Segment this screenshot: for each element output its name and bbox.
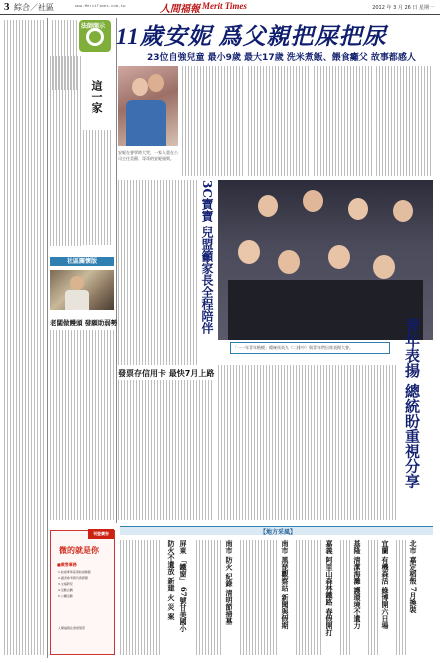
youth-story-title: 青年表揚 總統盼重視分享 [403,318,421,489]
local-story-text [340,540,350,655]
baker-story-text [50,330,114,520]
column-rule [116,18,117,523]
left-essay-text [83,130,113,245]
children-story-title: 3C寶寶 兒盟籲家長全程陪伴 [200,180,214,335]
main-story-text [248,66,310,176]
local-story-text [196,540,222,655]
local-story-text [396,540,406,655]
ad-item: 4.活動企劃 [58,588,73,592]
left-vertical-text [4,20,44,655]
ad-label: ■徵售事務 [57,562,77,567]
badge-label: 法師開示 [81,23,106,30]
badge-ring-icon [86,28,104,46]
face-icon [328,245,350,269]
ad-item: 5.公關活動 [58,594,73,598]
person-head-icon [70,276,84,290]
local-news-bar [120,526,433,535]
main-headline: 11歲安妮 爲父親把屎把尿 [116,24,387,49]
section-name: 綜合／社區 [14,3,54,12]
person-body-icon [65,290,89,310]
page-number: 3 [4,1,10,13]
face-icon [148,74,164,92]
local-headline: 屏東 「鐵窗」 67號甘美國小 [179,540,188,632]
page-header [0,0,440,15]
local-story-text [368,540,378,655]
president-photo [218,180,433,340]
masthead-chinese: 人間福報 [160,4,200,15]
children-story-text [118,180,198,365]
section-tag: 社區關懷版 [50,257,114,266]
face-icon [348,198,368,220]
local-headline: 防火不遺放 新建 火 災 案 [167,540,176,620]
clothing-icon [126,100,166,146]
youth-story-text [218,365,398,520]
essay-title: 這一家 [90,80,103,113]
face-icon [373,255,395,279]
president-photo-caption: 「一一年青年楷模」總統馬英九（二排中）與青年們出席表揚大會。 [230,342,390,354]
face-icon [132,78,148,96]
local-story-text [240,540,278,655]
ad-item: 1.收看專車高清收看錄影 [58,570,91,574]
local-story-text [120,540,162,655]
face-icon [303,190,323,212]
ad-contact: 人間福報社會發展部 [58,626,86,630]
baker-photo [50,270,114,310]
main-story-text [314,66,372,176]
issue-date: 2012 年 3 月 26 日 星期一 [372,5,434,11]
main-story-text [182,66,244,176]
children-story-text [118,380,213,520]
local-headline: 南市 黑琵觀察站 新聞與假期 [281,540,290,629]
face-icon [238,240,260,264]
ad-item: 2.讀者參考與刊資源閱 [58,576,88,580]
ad-corner-label: 刊登廣告 [88,529,114,539]
main-story-text [376,66,433,176]
badge-green-icon [79,20,111,52]
left-essay-text [50,56,82,246]
face-icon [278,250,300,274]
ad-item: 3.文稿研究 [58,582,73,586]
baker-story-title: 老闆做饅頭 發願助弱勢 [50,319,118,327]
main-subheadline: 23位自強兒童 最小9歲 最大17歲 洗米煮飯、餵食癱父 故事都感人 [147,53,416,63]
local-headline: 嘉義 阿里山森林鐵路 春假開打 [325,540,334,636]
ad-title: 微的就是你 [59,546,99,555]
girl-photo [118,66,178,146]
local-headline: 南市 防火 紀錄 清明節掃墓 [225,540,234,625]
local-story-text [296,540,322,655]
local-news-label: 【地方采風】 [260,529,297,536]
local-headline: 宜蘭 有機森活 綠博開六日場 [381,540,390,629]
masthead-english: Merit Times [202,1,247,11]
invoice-story-title: 發票存信用卡 最快7月上路 [118,369,215,378]
local-headline: 北市 嘉定稻殼 7月換裝 [409,540,418,613]
girl-photo-caption: 安妮在會學時大哭，一家人重在公司主任美靜、哥哥的安妮頒獎。 [118,150,178,161]
clothing-icon [228,280,423,340]
face-icon [393,200,413,222]
face-icon [258,195,278,217]
site-url: www.MeritTimes.com.tw [75,5,126,9]
column-rule [47,18,48,658]
local-headline: 基隆 清潔海灘 護環境不遺力 [353,540,362,629]
ad-box[interactable] [50,530,115,655]
